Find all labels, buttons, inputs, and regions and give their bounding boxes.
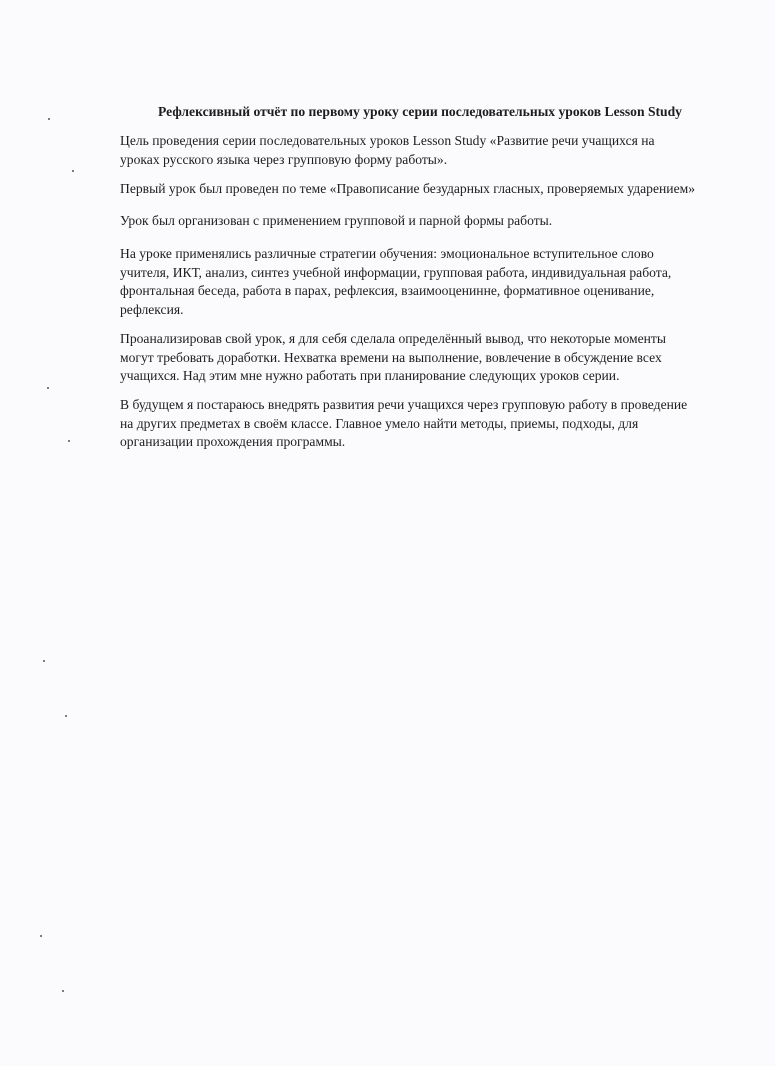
paragraph-analysis (120, 330, 720, 386)
paragraph-line: рефлексия. (120, 301, 184, 317)
paragraph-line: на других предметах в своём классе. Главное умело найти методы, приемы, подходы, для (120, 415, 639, 431)
paragraph-line: На уроке применялись различные стратегии обучения: эмоциональное вступительное слово (120, 246, 654, 261)
scan-speck (68, 440, 70, 442)
scan-speck (65, 715, 67, 717)
scan-speck (40, 935, 42, 937)
scan-speck (43, 660, 45, 662)
paragraph-line: уроках русского языка через групповую форму работы». (120, 151, 448, 167)
paragraph-strategies (120, 245, 720, 319)
paragraph-line: фронтальная беседа, работа в парах, рефлексия, взаимооценинне, формативное оценивание, (120, 283, 655, 298)
paragraph-lesson-organization (120, 212, 720, 231)
paragraph-line: В будущем я постараюсь внедрять развития речи учащихся через групповую работу в проведение (120, 397, 688, 412)
paragraph-line: организации прохождения программы. (120, 434, 346, 449)
paragraph-line: Урок был организован с применением групповой и парной формы работы. (120, 213, 553, 228)
paragraph-first-lesson-topic (120, 180, 720, 199)
paragraph-line: могут требовать доработки. Нехватка времени на выполнение, вовлечение в обсуждение всех (120, 349, 662, 365)
document-title: Рефлексивный отчёт по первому уроку серии последовательных уроков Lesson Study (158, 104, 682, 119)
paragraph-goal (120, 132, 720, 169)
scan-speck (48, 118, 50, 120)
scan-speck (47, 387, 49, 389)
paragraph-line: Первый урок был проведен по теме «Правописание безударных гласных, проверяемых ударением» (120, 181, 695, 196)
paragraph-line: Цель проведения серии последовательных уроков Lesson Study «Развитие речи учащихся на (120, 133, 655, 148)
paragraph-line: Проанализировав свой урок, я для себя сделала определённый вывод, что некоторые моменты (120, 331, 666, 346)
paragraph-line: учителя, ИКТ, анализ, синтез учебной информации, групповая работа, индивидуальная работа, (120, 264, 672, 280)
scan-speck (72, 170, 74, 172)
scan-speck (62, 990, 64, 992)
paragraph-line: учащихся. Над этим мне нужно работать при планирование следующих уроков серии. (120, 368, 620, 383)
paragraph-future-plans (120, 396, 720, 452)
